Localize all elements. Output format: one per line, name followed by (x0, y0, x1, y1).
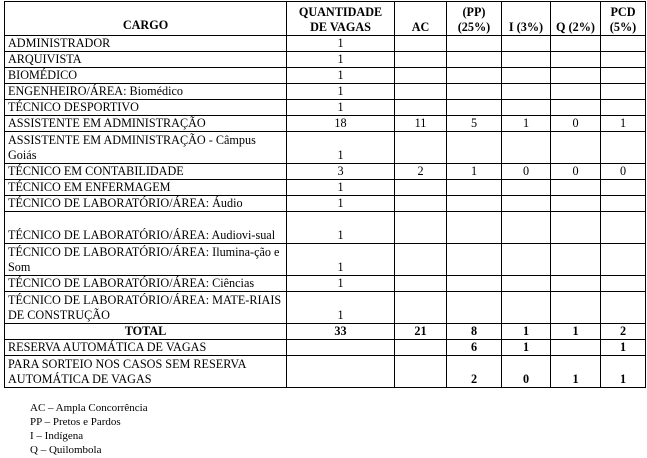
cell-pp (447, 244, 502, 276)
table-row (5, 164, 646, 180)
table-row (5, 68, 646, 84)
legend-pp: PP – Pretos e Pardos (30, 416, 121, 428)
legend-q: Q – Quilombola (30, 444, 102, 456)
cell-i (502, 212, 551, 244)
cell-pcd: 0 (601, 164, 646, 180)
cell-i (502, 292, 551, 324)
legend-i: I – Indígena (30, 430, 84, 442)
sorteio-i: 0 (502, 356, 551, 388)
cell-pcd (601, 52, 646, 68)
cell-i (502, 84, 551, 100)
header-row (5, 2, 646, 36)
cell-q (551, 100, 601, 116)
cell-i (502, 68, 551, 84)
sorteio-qtd (287, 356, 395, 388)
legend (30, 401, 148, 457)
cell-pcd (601, 68, 646, 84)
cell-qtd: 1 (287, 52, 395, 68)
cell-cargo: TÉCNICO DE LABORATÓRIO/ÁREA: Ciências (5, 276, 287, 292)
cell-cargo: TÉCNICO EM CONTABILIDADE (5, 164, 287, 180)
cell-cargo: TÉCNICO DE LABORATÓRIO/ÁREA: Áudio (5, 196, 287, 212)
cell-q (551, 36, 601, 52)
sorteio-label: PARA SORTEIO NOS CASOS SEM RESERVA AUTOMÁTICA DE VAGAS (5, 356, 287, 388)
cell-pcd (601, 84, 646, 100)
cell-pcd (601, 276, 646, 292)
cell-ac (395, 196, 447, 212)
cell-pp (447, 68, 502, 84)
cell-i (502, 180, 551, 196)
header-pp: (PP) (25%) (447, 2, 502, 36)
cell-pp (447, 212, 502, 244)
cell-ac (395, 36, 447, 52)
table-row (5, 84, 646, 100)
cell-q (551, 244, 601, 276)
cell-i (502, 100, 551, 116)
header-q: Q (2%) (551, 2, 601, 36)
total-i: 1 (502, 324, 551, 340)
sorteio-pcd: 1 (601, 356, 646, 388)
cell-pcd (601, 212, 646, 244)
table-row (5, 36, 646, 52)
cell-q (551, 180, 601, 196)
cell-cargo: ASSISTENTE EM ADMINISTRAÇÃO - Câmpus Goiás (5, 132, 287, 164)
cell-qtd: 3 (287, 164, 395, 180)
cell-ac (395, 52, 447, 68)
cell-ac: 11 (395, 116, 447, 132)
cell-cargo: ASSISTENTE EM ADMINISTRAÇÃO (5, 116, 287, 132)
cell-pp (447, 52, 502, 68)
cell-qtd: 1 (287, 276, 395, 292)
cell-pp (447, 36, 502, 52)
cell-qtd: 1 (287, 84, 395, 100)
cell-pcd (601, 100, 646, 116)
cell-ac (395, 292, 447, 324)
cell-qtd: 1 (287, 68, 395, 84)
table-row (5, 244, 646, 276)
cell-qtd: 1 (287, 180, 395, 196)
cell-qtd: 1 (287, 196, 395, 212)
cell-pcd (601, 132, 646, 164)
total-pp: 8 (447, 324, 502, 340)
cell-cargo: TÉCNICO DESPORTIVO (5, 100, 287, 116)
cell-ac (395, 244, 447, 276)
cell-pp (447, 196, 502, 212)
cell-i: 1 (502, 116, 551, 132)
reserva-row (5, 340, 646, 356)
cell-ac (395, 84, 447, 100)
cell-qtd: 1 (287, 212, 395, 244)
cell-q (551, 292, 601, 324)
reserva-label: RESERVA AUTOMÁTICA DE VAGAS (5, 340, 287, 356)
sorteio-q: 1 (551, 356, 601, 388)
cell-qtd: 1 (287, 244, 395, 276)
cell-ac (395, 132, 447, 164)
cell-qtd: 1 (287, 292, 395, 324)
sorteio-ac (395, 356, 447, 388)
cell-pp (447, 276, 502, 292)
cell-pp (447, 132, 502, 164)
vagas-table (4, 1, 646, 388)
cell-pp: 1 (447, 164, 502, 180)
cell-pcd (601, 292, 646, 324)
cell-ac (395, 180, 447, 196)
cell-pcd (601, 196, 646, 212)
table-row (5, 292, 646, 324)
cell-pp: 5 (447, 116, 502, 132)
cell-pp (447, 84, 502, 100)
cell-ac (395, 100, 447, 116)
cell-cargo: ARQUIVISTA (5, 52, 287, 68)
cell-q (551, 212, 601, 244)
cell-ac (395, 68, 447, 84)
cell-pcd (601, 244, 646, 276)
cell-q (551, 196, 601, 212)
cell-ac (395, 276, 447, 292)
table-row (5, 132, 646, 164)
total-row (5, 324, 646, 340)
header-cargo: CARGO (5, 2, 287, 36)
cell-cargo: BIOMÉDICO (5, 68, 287, 84)
cell-pp (447, 100, 502, 116)
table-row (5, 276, 646, 292)
header-pcd: PCD (5%) (601, 2, 646, 36)
cell-cargo: TÉCNICO DE LABORATÓRIO/ÁREA: MATE-RIAIS DE CONSTRUÇÃO (5, 292, 287, 324)
total-label: TOTAL (5, 324, 287, 340)
cell-pcd (601, 36, 646, 52)
table-row (5, 100, 646, 116)
cell-q: 0 (551, 164, 601, 180)
cell-cargo: TÉCNICO DE LABORATÓRIO/ÁREA: Ilumina-ção e Som (5, 244, 287, 276)
cell-i: 0 (502, 164, 551, 180)
cell-i (502, 132, 551, 164)
reserva-ac (395, 340, 447, 356)
cell-i (502, 52, 551, 68)
reserva-qtd (287, 340, 395, 356)
cell-cargo: TÉCNICO EM ENFERMAGEM (5, 180, 287, 196)
table-row (5, 212, 646, 244)
sorteio-row (5, 356, 646, 388)
cell-cargo: ENGENHEIRO/ÁREA: Biomédico (5, 84, 287, 100)
header-quantidade: QUANTIDADE DE VAGAS (287, 2, 395, 36)
cell-q (551, 68, 601, 84)
cell-pcd: 1 (601, 116, 646, 132)
cell-cargo: TÉCNICO DE LABORATÓRIO/ÁREA: Audiovi-sual (5, 212, 287, 244)
cell-i (502, 276, 551, 292)
cell-qtd: 1 (287, 36, 395, 52)
reserva-pp: 6 (447, 340, 502, 356)
header-i: I (3%) (502, 2, 551, 36)
cell-qtd: 1 (287, 132, 395, 164)
legend-ac: AC – Ampla Concorrência (30, 402, 148, 414)
header-ac: AC (395, 2, 447, 36)
sorteio-pp: 2 (447, 356, 502, 388)
cell-q (551, 276, 601, 292)
cell-qtd: 1 (287, 100, 395, 116)
reserva-q (551, 340, 601, 356)
cell-cargo: ADMINISTRADOR (5, 36, 287, 52)
total-ac: 21 (395, 324, 447, 340)
cell-q (551, 132, 601, 164)
total-qtd: 33 (287, 324, 395, 340)
table-row (5, 52, 646, 68)
cell-ac: 2 (395, 164, 447, 180)
reserva-pcd: 1 (601, 340, 646, 356)
cell-i (502, 244, 551, 276)
cell-q (551, 52, 601, 68)
cell-pp (447, 292, 502, 324)
total-q: 1 (551, 324, 601, 340)
table-row (5, 180, 646, 196)
cell-pp (447, 180, 502, 196)
table-row (5, 116, 646, 132)
table-row (5, 196, 646, 212)
cell-pcd (601, 180, 646, 196)
reserva-i: 1 (502, 340, 551, 356)
cell-q: 0 (551, 116, 601, 132)
cell-q (551, 84, 601, 100)
cell-ac (395, 212, 447, 244)
cell-i (502, 36, 551, 52)
total-pcd: 2 (601, 324, 646, 340)
cell-i (502, 196, 551, 212)
cell-qtd: 18 (287, 116, 395, 132)
